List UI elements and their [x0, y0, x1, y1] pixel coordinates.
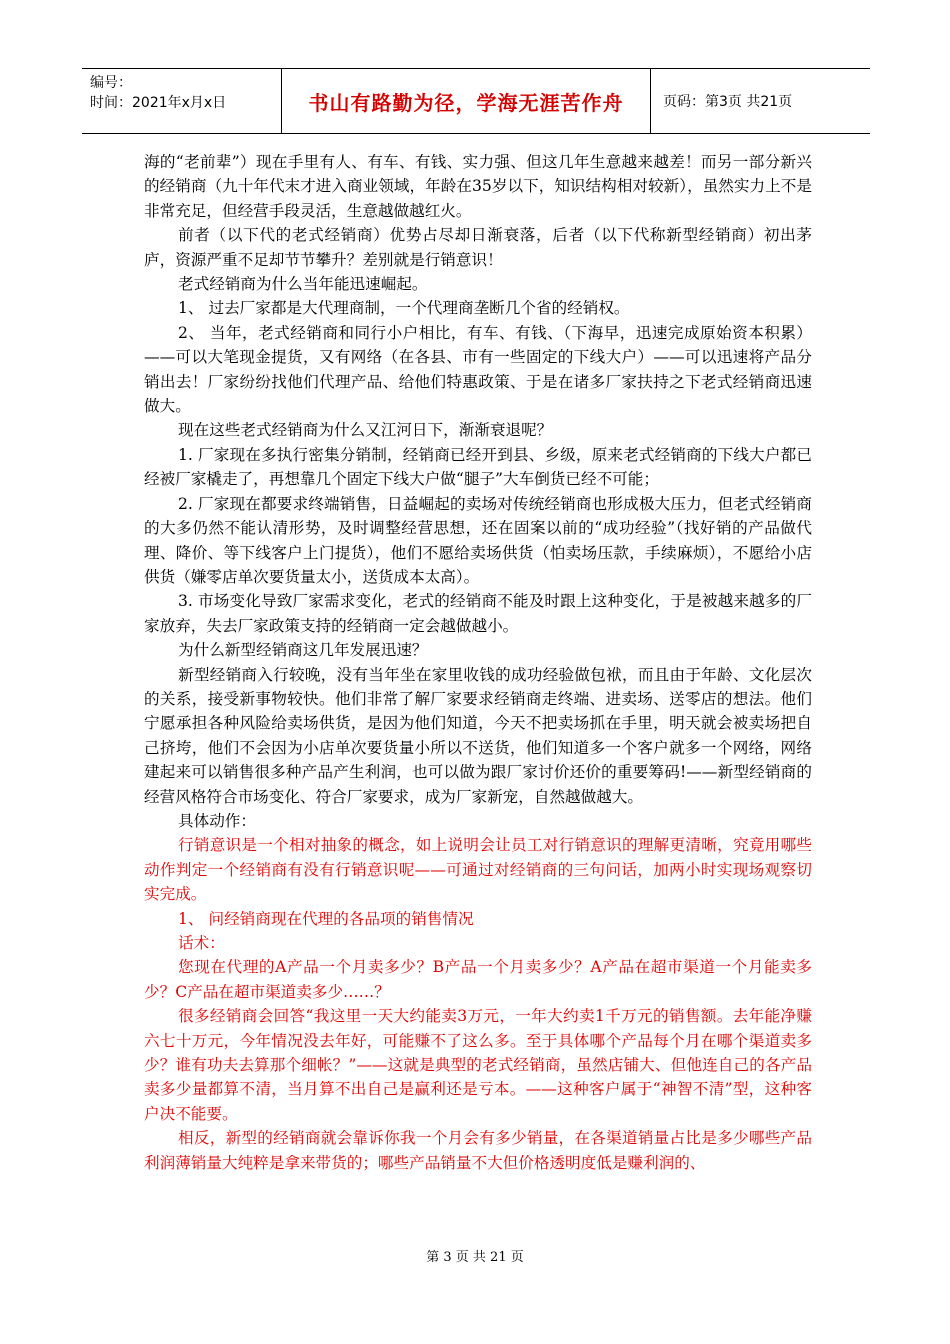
header-motto: 书山有路勤为径，学海无涯苦作舟: [282, 69, 651, 133]
document-time-label: 时间：2021年x月x日: [90, 95, 227, 111]
body-paragraph: 现在这些老式经销商为什么又江河日下，渐渐衰退呢？: [178, 421, 553, 440]
body-paragraph: 老式经销商为什么当年能迅速崛起。: [178, 275, 428, 294]
body-paragraph: 前者（以下代的老式经销商）优势占尽却日渐衰落，后者（以下代称新型经销商）初出茅庐，资源严重不足却节节攀升？差别就是行销意识！: [144, 226, 812, 269]
header-page-number: 页码：第3页 共21页: [663, 94, 793, 110]
header-meta: [82, 69, 282, 133]
body-paragraph: 1、 问经销商现在代理的各品项的销售情况: [178, 909, 474, 928]
body-paragraph: 1. 厂家现在多执行密集分销制，经销商已经开到县、乡级，原来老式经销商的下线大户都已经被厂家橇走了，再想靠几个固定下线大户做“腿子”大车倒货已经不可能；: [144, 445, 812, 489]
body-paragraph: 您现在代理的A产品一个月卖多少？B产品一个月卖多少？A产品在超市渠道一个月能卖多少？C产品在超市渠道卖多少……？: [144, 958, 812, 1001]
body-paragraph: 行销意识是一个相对抽象的概念，如上说明会让员工对行销意识的理解更清晰，究竟用哪些动作判定一个经销商有没有行销意识呢——可通过对经销商的三句问话，加两小时实现场观察切实完成。: [144, 836, 812, 904]
body-paragraph: 1、 过去厂家都是大代理商制，一个代理商垄断几个省的经销权。: [178, 299, 630, 318]
body-paragraph: 具体动作：: [178, 811, 256, 830]
body-paragraph: 新型经销商入行较晚，没有当年坐在家里收钱的成功经验做包袱，而且由于年龄、文化层次的关系，接受新事物较快。他们非常了解厂家要求经销商走终端、进卖场、送零店的想法。他们宁愿承担各种风险给卖场供货，是因为他们知道，今天不把卖场抓在手里，明天就会被卖场把自己挤垮，他们不会因为小店单次要货量小所以不送货，他们知道多一个客户就多一个网络，网络建起来可以销售很多种产品产生利润，也可以做为跟厂家讨价还价的重要筹码!——新型经销商的经营风格符合市场变化、符合厂家要求，成为厂家新宠，自然越做越大。: [144, 665, 812, 806]
body-paragraph: 为什么新型经销商这几年发展迅速？: [178, 641, 428, 660]
body-paragraph: 2. 厂家现在都要求终端销售，日益崛起的卖场对传统经销商也形成极大压力，但老式经销商的大多仍然不能认清形势，及时调整经营思想，还在固案以前的“成功经验”（找好销的产品做代理、降价、等下线客户上门提货），他们不愿给卖场供货（怕卖场压款，手续麻烦），不愿给小店供货（嫌零店单次要货量太小，送货成本太高）。: [144, 494, 812, 586]
body-paragraph: 3. 市场变化导致厂家需求变化，老式的经销商不能及时跟上这种变化，于是被越来越多的厂家放弃，失去厂家政策支持的经销商一定会越做越小。: [144, 592, 812, 635]
body-paragraph: 话术：: [178, 934, 225, 952]
body-paragraph: 相反，新型的经销商就会靠诉你我一个月会有多少销量，在各渠道销量占比是多少哪些产品利润薄销量大纯粹是拿来带货的；哪些产品销量不大但价格透明度低是赚利润的、: [144, 1129, 812, 1172]
body-paragraph: 海的“老前辈”）现在手里有人、有车、有钱、实力强、但这几年生意越来越差！而另一部分新兴的经销商（九十年代末才进入商业领域，年龄在35岁以下，知识结构相对较新），虽然实力上不是非常充足，但经营手段灵活，生意越做越红火。: [144, 153, 812, 220]
document-body: [144, 150, 812, 1175]
body-paragraph: 很多经销商会回答“我这里一天大约能卖3万元，一年大约卖1千万元的销售额。去年能净赚六七十万元，今年情况没去年好，可能赚不了这么多。至于具体哪个产品每个月在哪个渠道卖多少？谁有功夫去算那个细帐？”——这就是典型的老式经销商，虽然店铺大、但他连自己的各产品卖多少量都算不清，当月算不出自己是赢利还是亏本。——这种客户属于“神智不清”型，这种客户决不能要。: [144, 1007, 812, 1123]
body-paragraph: 2、 当年，老式经销商和同行小户相比，有车、有钱、（下海早，迅速完成原始资本积累）——可以大笔现金提货，又有网络（在各县、市有一些固定的下线大户）——可以迅速将产品分销出去！厂家纷纷找他们代理产品、给他们特惠政策、于是在诸多厂家扶持之下老式经销商迅速做大。: [144, 323, 812, 416]
page-footer: 第 3 页 共 21 页: [426, 1250, 524, 1265]
page-header: [82, 68, 870, 134]
document-number-label: 编号：: [90, 75, 132, 91]
